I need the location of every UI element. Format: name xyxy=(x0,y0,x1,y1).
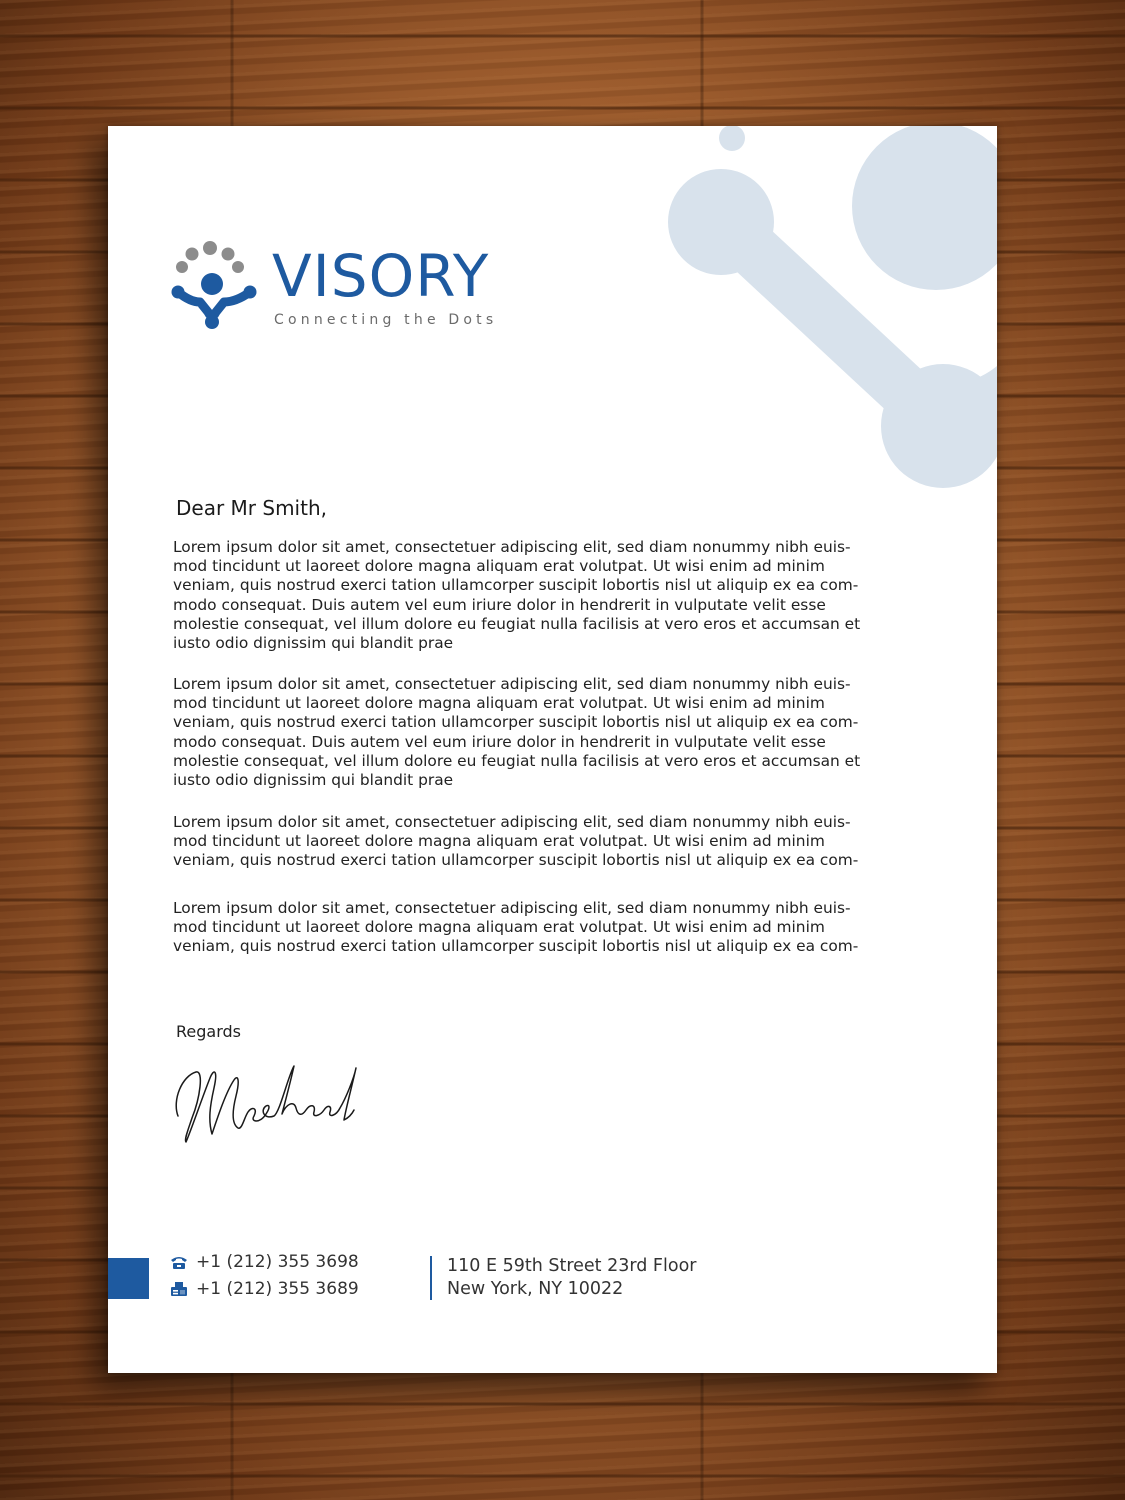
body-paragraph: Lorem ipsum dolor sit amet, consectetuer adipiscing elit, sed diam nonummy nibh euis- mod tincidunt ut laoreet dolore magna aliquam erat volutpat. Ut wisi enim ad minim veniam, quis nostrud exerci tation ullamcorper suscipit lobortis nisl ut aliquip ex ea com- xyxy=(173,899,859,956)
brand-name: VISORY xyxy=(272,242,490,310)
footer-divider xyxy=(430,1256,432,1300)
deco-small-dot xyxy=(719,126,745,151)
deco-large-dot xyxy=(852,126,997,290)
body-paragraph: Lorem ipsum dolor sit amet, consectetuer adipiscing elit, sed diam nonummy nibh euis- mod tincidunt ut laoreet dolore magna aliquam erat volutpat. Ut wisi enim ad minim veniam, quis nostrud exerci tation ullamcorper suscipit lobortis nisl ut aliquip ex ea com- xyxy=(173,813,859,870)
footer-fax xyxy=(170,1279,359,1299)
phone-number: +1 (212) 355 3698 xyxy=(196,1252,359,1272)
footer-phone xyxy=(170,1252,359,1272)
address-line-2: New York, NY 10022 xyxy=(447,1279,624,1299)
footer-accent-block xyxy=(108,1258,149,1299)
address-line-1: 110 E 59th Street 23rd Floor xyxy=(447,1256,697,1276)
brand-tagline: Connecting the Dots xyxy=(274,312,498,328)
visory-logo xyxy=(170,240,510,336)
telephone-icon xyxy=(170,1255,188,1270)
body-paragraph: Lorem ipsum dolor sit amet, consectetuer adipiscing elit, sed diam nonummy nibh euis- mod tincidunt ut laoreet dolore magna aliquam erat volutpat. Ut wisi enim ad minim veniam, quis nostrud exerci tation ullamcorper suscipit lobortis nisl ut aliquip ex ea com- modo consequat. Duis autem vel eum iriure dolor in hendrerit in vulputate velit esse molestie consequat, vel illum dolore eu feugiat nulla facilisis at vero eros et accumsan et iusto odio dignissim qui blandit prae xyxy=(173,675,861,790)
body-paragraph: Lorem ipsum dolor sit amet, consectetuer adipiscing elit, sed diam nonummy nibh euis- mod tincidunt ut laoreet dolore magna aliquam erat volutpat. Ut wisi enim ad minim veniam, quis nostrud exerci tation ullamcorper suscipit lobortis nisl ut aliquip ex ea com- modo consequat. Duis autem vel eum iriure dolor in hendrerit in vulputate velit esse molestie consequat, vel illum dolore eu feugiat nulla facilisis at vero eros et accumsan et iusto odio dignissim qui blandit prae xyxy=(173,538,861,653)
fax-number: +1 (212) 355 3689 xyxy=(196,1279,359,1299)
letterhead-sheet xyxy=(108,126,997,1373)
logo-mark-icon xyxy=(170,240,262,332)
letter-greeting: Dear Mr Smith, xyxy=(176,496,327,520)
closing-regards: Regards xyxy=(176,1022,241,1041)
handwritten-signature xyxy=(170,1058,360,1153)
fax-icon xyxy=(170,1281,188,1297)
